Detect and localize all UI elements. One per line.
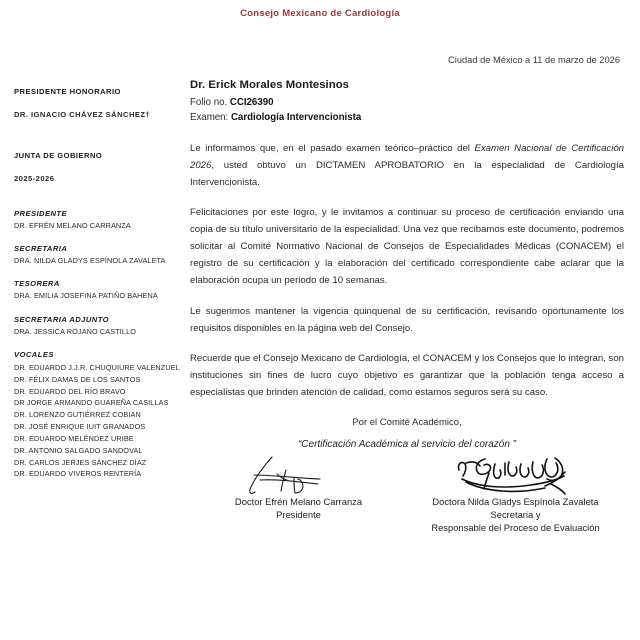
paragraph-validity: Le sugerimos mantener la vigencia quinquenal de su certificación, revisando oportunamente los requisitos disponibles en la página web del Consejo. <box>190 305 624 334</box>
signature-president <box>190 454 407 535</box>
signature-block <box>190 454 624 535</box>
officer-title: TESORERA <box>14 279 60 289</box>
list-item: DR. LORENZO GUTIÉRREZ COBIAN <box>14 410 141 420</box>
exam-label: Examen: <box>190 112 229 123</box>
folio-label: Folio no. <box>190 97 228 108</box>
signature-secretary <box>407 454 624 535</box>
letterhead-title: Consejo Mexicano de Cardiología <box>240 8 400 19</box>
officer-name: DR. EFRÉN MELANO CARRANZA <box>14 220 131 230</box>
signature-secretary-mark <box>407 454 624 496</box>
board-period: 2025-2026 <box>14 173 55 183</box>
officer-name: DRA. JESSICA ROJANO CASTILLO <box>14 326 137 336</box>
signature-role-line1: Presidente <box>276 508 321 520</box>
list-item: DR. FÉLIX DAMAS DE LOS SANTOS <box>14 374 141 384</box>
folio-line <box>190 97 624 108</box>
folio-value: CCI26390 <box>229 97 274 108</box>
recipient-name: Dr. Erick Morales Montesinos <box>190 79 349 91</box>
spacer <box>14 134 182 151</box>
officer-title: SECRETARIA <box>14 243 68 253</box>
sidebar-section-vocales <box>14 350 182 480</box>
body-paragraphs <box>190 140 624 401</box>
institutional-motto: “Certificación Académica al servicio del corazón ” <box>297 438 517 450</box>
closing-line: Por el Comité Académico, <box>352 416 462 428</box>
list-item: DR JORGE ARMANDO GUAREÑA CASILLAS <box>14 398 169 408</box>
signature-role-line2: Responsable del Proceso de Evaluación <box>431 521 600 533</box>
document-page <box>0 21 640 535</box>
list-item: DR. EDUARDO J.J.R. CHUQUIURE VALENZUEL <box>14 363 180 372</box>
honorary-president-heading: PRESIDENTE HONORARIO <box>14 87 121 96</box>
list-item: DR. EDUARDO MELÉNDEZ URIBE <box>14 433 134 443</box>
exam-name-emphasis: Examen Nacional de Certificación 2026 <box>190 143 625 172</box>
sidebar-board-roster <box>14 21 182 535</box>
paragraph-result-part1: Le informamos que, en el pasado examen teórico–práctico del <box>190 143 475 154</box>
letter-body <box>182 21 640 535</box>
signature-name: Doctora Nilda Gladys Espínola Zavaleta <box>432 495 599 507</box>
spacer <box>14 99 182 110</box>
officer-title: SECRETARIA ADJUNTO <box>14 314 110 324</box>
sidebar-section-officer-president <box>14 209 182 231</box>
sidebar-section-board <box>14 151 182 185</box>
paragraph-result-part2: , usted obtuvo un DICTAMEN APROBATORIO en la especialidad de Cardiología Intervencionista. <box>190 160 624 189</box>
letterhead <box>0 0 640 21</box>
exam-line <box>190 112 624 123</box>
vocales-heading: VOCALES <box>14 350 54 359</box>
sidebar-section-honorary-president <box>14 87 182 121</box>
list-item: DR. EDUARDO VIVEROS RENTERÍA <box>14 469 142 479</box>
list-item: DR. ANTONIO SALGADO SANDOVAL <box>14 445 143 455</box>
spacer <box>14 163 182 174</box>
paragraph-result <box>190 140 624 191</box>
officer-name: DRA. EMILIA JOSEFINA PATIÑO BAHENA <box>14 291 158 301</box>
paragraph-nonprofit: Recuerde que el Consejo Mexicano de Cardiología, el CONACEM y los Consejos que lo integran, son instituciones sin fines de lucro cuyo objetivo es garantizar que la población tenga acceso a especialistas que brinden atención de calidad, como estamos seguros será su caso. <box>190 352 624 398</box>
sidebar-section-officer-secretaria <box>14 244 182 266</box>
date-line: Ciudad de México a 11 de marzo de 2026 <box>448 55 620 65</box>
signature-name: Doctor Efrén Melano Carranza <box>234 495 363 507</box>
spacer <box>14 198 182 209</box>
signature-role-line1: Secretaria y <box>490 508 541 520</box>
board-heading: JUNTA DE GOBIERNO <box>14 150 103 160</box>
vocales-list <box>14 362 182 480</box>
signature-president-mark <box>190 454 407 496</box>
sidebar-section-officer-tesorera <box>14 279 182 301</box>
officer-title: PRESIDENTE <box>14 208 68 218</box>
list-item: DR. CARLOS JERJES SÁNCHEZ DÍAZ <box>14 457 147 467</box>
list-item: DR. JOSÉ ENRIQUE IUIT GRANADOS <box>14 422 146 432</box>
list-item: DR. EDUARDO DEL RÍO BRAVO <box>14 386 126 396</box>
exam-value: Cardiología Intervencionista <box>230 112 362 123</box>
honorary-president-name: DR. IGNACIO CHÁVEZ SÁNCHEZ† <box>14 110 151 119</box>
sidebar-section-officer-secretaria-adjunto <box>14 315 182 337</box>
paragraph-congratulations: Felicitaciones por este logro, y le invitamos a continuar su proceso de certificación enviando una copia de su título universitario de la especialidad. Una vez que recibamos este documento, podremos solicitar al Comité Normativo Nacional de Consejos de Especialidades Médicas (CONACEM) el registro de su certificación y la elaboración del certificado correspondiente cabe aclarar que la elaboración ocupa un periodo de 10 semanas. <box>190 207 624 287</box>
officer-name: DRA. NILDA GLADYS ESPÍNOLA ZAVALETA <box>14 255 166 265</box>
